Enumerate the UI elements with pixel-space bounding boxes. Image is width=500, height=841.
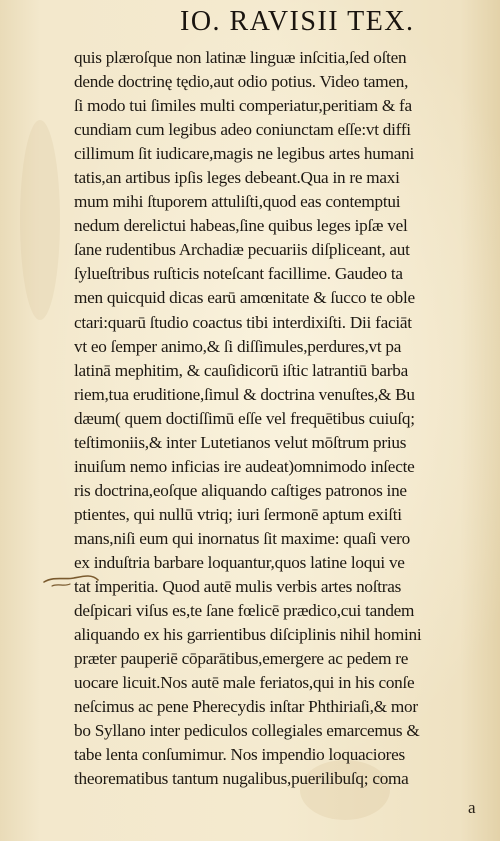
text-line: teſtimoniis,& inter Lutetianos velut mōſtrum prius bbox=[74, 432, 407, 452]
text-line: ex induſtria barbare loquantur,quos latine loqui ve bbox=[74, 552, 405, 572]
signature-mark: a bbox=[468, 798, 476, 817]
text-line: mum mihi ſtuporem attuliſti,quod eas contemptui bbox=[74, 192, 401, 212]
text-line: cundiam cum legibus adeo coniunctam eſſe:vt diffi bbox=[74, 120, 411, 140]
text-line: riem,tua eruditione,ſimul & doctrina venuſtes,& Bu bbox=[74, 384, 415, 404]
text-line: ſane rudentibus Archadiæ pecuariis diſpliceant, aut bbox=[74, 240, 410, 260]
text-line: deſpicari viſus es,te ſane fœlicē prædico,cui tandem bbox=[74, 601, 415, 621]
text-line: bo Syllano inter pediculos collegiales emarcemus & bbox=[74, 721, 420, 741]
margin-pen-mark bbox=[40, 556, 102, 606]
text-line: præter pauperiē cōparātibus,emergere ac pedem re bbox=[74, 649, 409, 669]
text-line: ſi modo tui ſimiles multi comperiatur,peritiam & fa bbox=[74, 96, 412, 116]
text-line: dæum( quem doctiſſimū eſſe vel frequētibus cuiuſq; bbox=[74, 408, 415, 428]
text-line: vt eo ſemper animo,& ſi diſſimules,perdures,vt pa bbox=[74, 336, 402, 356]
text-line: mans,niſi eum qui inornatus ſit maxime: quaſi vero bbox=[74, 528, 410, 548]
text-line: nedum derelictui habeas,ſine quibus leges ipſæ vel bbox=[74, 216, 408, 236]
text-line: ctari:quarū ſtudio coactus tibi interdixiſti. Dii faciāt bbox=[74, 312, 412, 332]
text-line: ris doctrina,eoſque aliquando caſtiges patronos ine bbox=[74, 480, 407, 500]
text-line: men quicquid dicas earū amœnitate & ſucco te oble bbox=[74, 288, 415, 308]
text-line: inuiſum nemo inficias ire audeat)omnimodo inſecte bbox=[74, 456, 415, 476]
text-line: neſcimus ac pene Pherecydis inſtar Phthiriaſi,& mor bbox=[74, 697, 418, 717]
text-line: ſylueſtribus ruſticis noteſcant facillime. Gaudeo ta bbox=[74, 264, 403, 284]
text-line: tabe lenta conſumimur. Nos impendio loquaciores bbox=[74, 745, 405, 765]
body-text bbox=[74, 46, 490, 791]
text-line: tatis,an artibus ipſis leges debeant.Qua in re maxi bbox=[74, 168, 400, 188]
running-header: IO. RAVISII TEX. bbox=[180, 6, 415, 37]
text-line: ptientes, qui nullū vtriq; iuri ſermonē aptum exiſti bbox=[74, 504, 402, 524]
text-line: aliquando ex his garrientibus diſciplinis nihil homini bbox=[74, 625, 422, 645]
text-line: latinā mephitim, & cauſidicorū iſtic latrantiū barba bbox=[74, 360, 408, 380]
text-line: cillimum ſit iudicare,magis ne legibus artes humani bbox=[74, 144, 414, 164]
text-line: quis plæroſque non latinæ linguæ inſcitia,ſed oſten bbox=[74, 48, 407, 67]
paper-stain bbox=[20, 120, 60, 320]
text-line: theorematibus tantum nugalibus,puerilibuſq; coma bbox=[74, 769, 409, 789]
text-line: dende doctrinę tędio,aut odio potius. Video tamen, bbox=[74, 72, 409, 92]
text-line: tat imperitia. Quod autē mulis verbis artes noſtras bbox=[74, 577, 402, 597]
text-line: uocare licuit.Nos autē male feriatos,qui in his conſe bbox=[74, 673, 415, 693]
